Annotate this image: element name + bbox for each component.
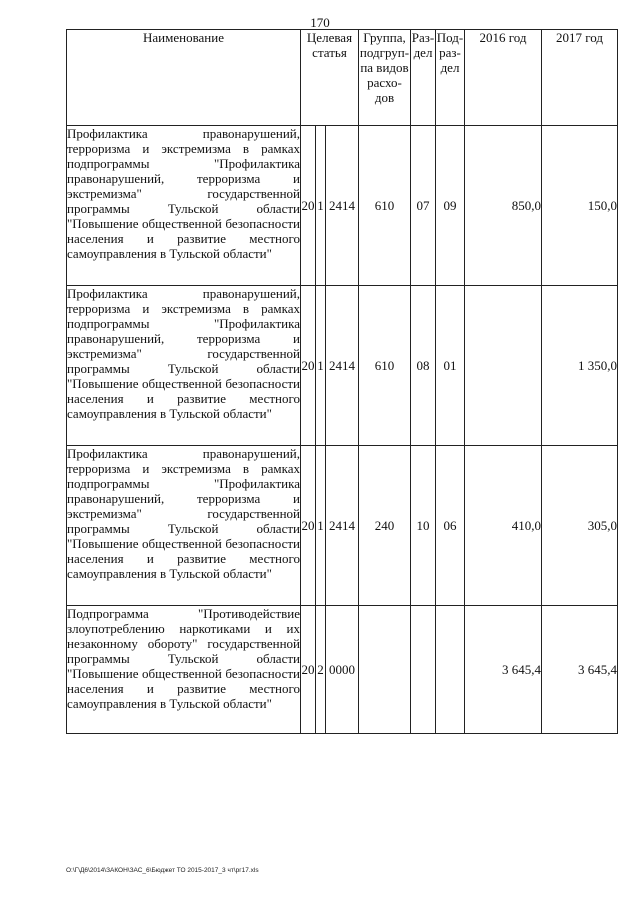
target-code-part1: 20 [301, 606, 316, 734]
podrazdel-code: 06 [436, 446, 465, 606]
group-code: 610 [359, 126, 411, 286]
header-podrazdel: Под-раз-дел [436, 30, 465, 126]
amount-2016: 410,0 [465, 446, 542, 606]
razdel-code: 07 [411, 126, 436, 286]
target-code-part2: 2 [316, 606, 326, 734]
amount-2016: 850,0 [465, 126, 542, 286]
amount-2017: 1 350,0 [542, 286, 618, 446]
podrazdel-code: 09 [436, 126, 465, 286]
file-path-footer: O:\Г\Д6\2014\ЗАКОН\ЗАС_6\Бюджет ТО 2015-2017_3 чт\рг17.xls [66, 867, 259, 874]
razdel-code: 10 [411, 446, 436, 606]
target-code-part3: 2414 [326, 126, 359, 286]
header-group: Группа, подгруп-па видов расхо-дов [359, 30, 411, 126]
target-code-part2: 1 [316, 446, 326, 606]
target-code-part3: 2414 [326, 446, 359, 606]
podrazdel-code: 01 [436, 286, 465, 446]
podrazdel-code [436, 606, 465, 734]
target-code-part2: 1 [316, 126, 326, 286]
razdel-code [411, 606, 436, 734]
amount-2016 [465, 286, 542, 446]
amount-2017: 305,0 [542, 446, 618, 606]
row-name: Подпрограмма "Противодействие злоупотреблению наркотиками и их незаконному обороту" государственной программы Тульской области "Повышение общественной безопасности населения и развитие местного самоуправления в Тульской области" [67, 606, 301, 734]
page-number: 170 [310, 15, 330, 30]
amount-2017: 3 645,4 [542, 606, 618, 734]
header-target-article: Целевая статья [301, 30, 359, 126]
group-code: 240 [359, 446, 411, 606]
target-code-part1: 20 [301, 286, 316, 446]
amount-2016: 3 645,4 [465, 606, 542, 734]
header-razdel: Раз-дел [411, 30, 436, 126]
target-code-part1: 20 [301, 446, 316, 606]
table-row [67, 126, 618, 286]
target-code-part2: 1 [316, 286, 326, 446]
header-year-2016: 2016 год [465, 30, 542, 126]
group-code: 610 [359, 286, 411, 446]
budget-table [66, 29, 618, 734]
target-code-part1: 20 [301, 126, 316, 286]
group-code [359, 606, 411, 734]
table-row [67, 606, 618, 734]
target-code-part3: 0000 [326, 606, 359, 734]
row-name: Профилактика правонарушений, терроризма и экстремизма в рамках подпрограммы "Профилактика правонарушений, терроризма и экстремизма" государственной программы Тульской области "Повышение общественной безопасности населения и развитие местного самоуправления в Тульской области" [67, 446, 301, 606]
razdel-code: 08 [411, 286, 436, 446]
amount-2017: 150,0 [542, 126, 618, 286]
header-name: Наименование [67, 30, 301, 126]
row-name: Профилактика правонарушений, терроризма и экстремизма в рамках подпрограммы "Профилактика правонарушений, терроризма и экстремизма" государственной программы Тульской области "Повышение общественной безопасности населения и развитие местного самоуправления в Тульской области" [67, 126, 301, 286]
table-header-row [67, 30, 618, 126]
table-row [67, 446, 618, 606]
target-code-part3: 2414 [326, 286, 359, 446]
row-name: Профилактика правонарушений, терроризма и экстремизма в рамках подпрограммы "Профилактика правонарушений, терроризма и экстремизма" государственной программы Тульской области "Повышение общественной безопасности населения и развитие местного самоуправления в Тульской области" [67, 286, 301, 446]
header-year-2017: 2017 год [542, 30, 618, 126]
table-row [67, 286, 618, 446]
